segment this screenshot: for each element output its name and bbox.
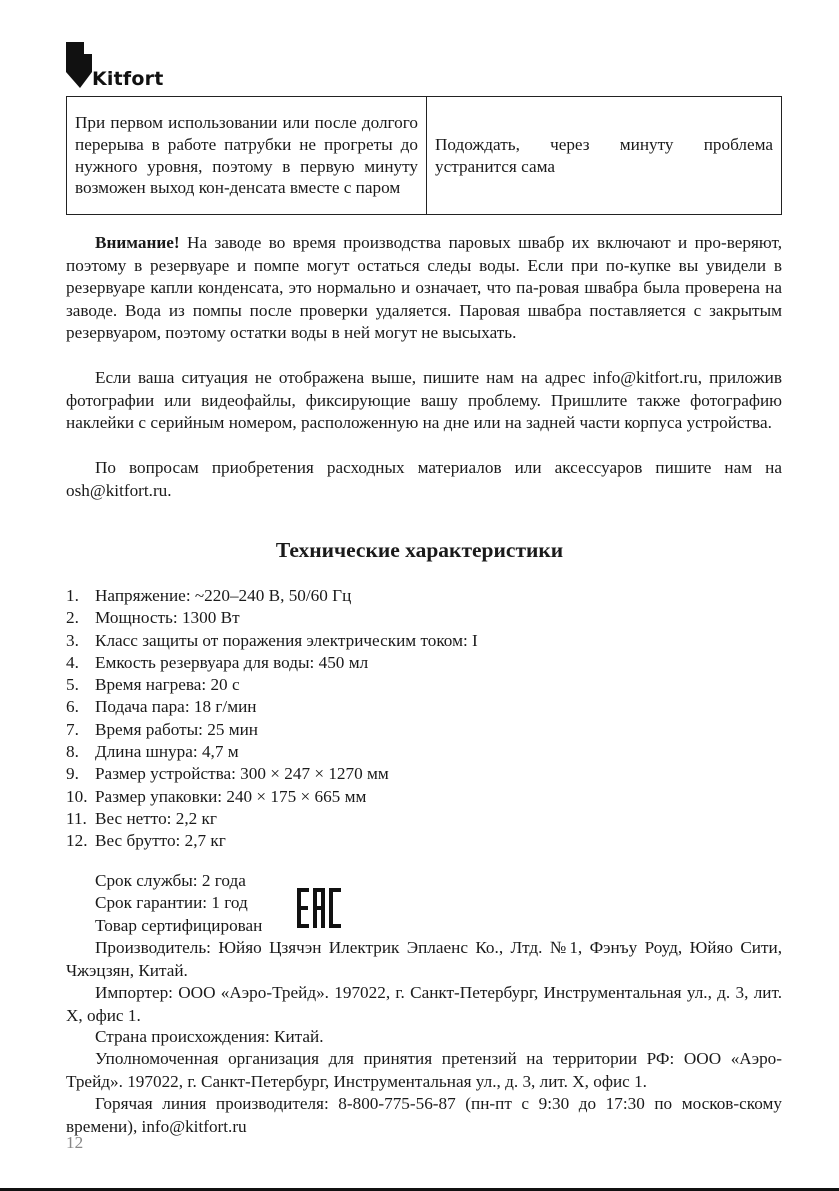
spec-text: Вес брутто: 2,7 кг [95, 831, 226, 851]
spec-number: 2. [66, 608, 79, 628]
spec-text: Подача пара: 18 г/мин [95, 697, 257, 717]
contact-paragraph: Если ваша ситуация не отображена выше, пишите нам на адрес info@kitfort.ru, приложив фотографии или видеофайлы, фиксирующие вашу проблему. Пришлите также фотографию наклейки с серийным номером, расположенную на дне или на задней части корпуса устройства. [66, 368, 782, 433]
problem-text: При первом использовании или после долгого перерыва в работе патрубки не прогреты до нужного уровня, поэтому в первую минуту возможен выход кон-денсата вместе с паром [75, 113, 418, 198]
spec-number: 6. [66, 697, 79, 717]
spec-number: 8. [66, 742, 79, 762]
hotline-info: Горячая линия производителя: 8-800-775-56-87 (пн-пт с 9:30 до 17:30 по москов-скому времени), info@kitfort.ru [66, 1094, 782, 1136]
eac-mark-icon [297, 888, 341, 928]
spec-number: 1. [66, 586, 79, 605]
spec-item [66, 763, 782, 785]
spec-text: Время работы: 25 мин [95, 719, 258, 739]
spec-text: Мощность: 1300 Вт [95, 608, 240, 628]
spec-number: 3. [66, 630, 79, 650]
origin-info: Страна происхождения: Китай. [95, 1027, 324, 1046]
solution-text: Подождать, через минуту проблема устранится сама [435, 134, 773, 176]
spec-item [66, 674, 782, 696]
logo-text: Kitfort [92, 68, 164, 90]
troubleshooting-table [66, 96, 782, 215]
spec-number: 11. [66, 808, 87, 828]
importer-info: Импортер: ООО «Аэро-Трейд». 197022, г. Санкт-Петербург, Инструментальная ул., д. 3, лит. Х, офис 1. [66, 983, 782, 1025]
spec-item [66, 652, 782, 674]
spec-item [66, 741, 782, 763]
spec-item [66, 786, 782, 808]
spec-item [66, 719, 782, 741]
spec-text: Длина шнура: 4,7 м [95, 742, 239, 762]
notice-label: Внимание! [95, 233, 180, 252]
spec-text: Размер устройства: 300 × 247 × 1270 мм [95, 764, 389, 784]
spec-number: 10. [66, 786, 88, 806]
spec-text: Класс защиты от поражения электрическим током: I [95, 630, 478, 650]
spec-item [66, 808, 782, 830]
spec-item [66, 696, 782, 718]
manufacturer-info: Производитель: Юйяо Цзячэн Илектрик Эплаенс Ко., Лтд. №1, Фэнъу Роуд, Юйяо Сити, Чжэцзян, Китай. [66, 938, 782, 980]
spec-text: Напряжение: ~220–240 В, 50/60 Гц [95, 586, 352, 605]
spec-item [66, 607, 782, 629]
spec-item [66, 830, 782, 852]
spec-item [66, 585, 782, 607]
spec-number: 7. [66, 719, 79, 739]
spec-number: 4. [66, 652, 79, 672]
spec-item [66, 630, 782, 652]
spec-number: 12. [66, 831, 88, 851]
service-life: Срок службы: 2 года [95, 871, 246, 890]
notice-text: На заводе во время производства паровых швабр их включают и про-веряют, поэтому в резервуаре и помпе могут остаться следы воды. Если при по-купке вы увидели в резервуаре капли конденсата, это нормально и означает, что па-ровая швабра была проверена на заводе. Вода из помпы после проверки удаляется. Паровая швабра поставляется с закрытым резервуаром, поэтому остатки воды в ней могут не высыхать. [66, 233, 782, 343]
kitfort-logo [66, 42, 176, 92]
kitfort-logo-icon [66, 42, 92, 88]
spec-number: 5. [66, 675, 79, 695]
spec-number: 9. [66, 764, 79, 784]
specs-heading: Технические характеристики [275, 538, 564, 562]
specs-list [66, 585, 782, 853]
warranty: Срок гарантии: 1 год [95, 893, 248, 912]
accessories-paragraph: По вопросам приобретения расходных материалов или аксессуаров пишите нам на osh@kitfort.ru. [66, 458, 782, 500]
problem-cell [67, 97, 427, 215]
certified-text: Товар сертифицирован [95, 916, 263, 935]
spec-text: Емкость резервуара для воды: 450 мл [95, 652, 369, 672]
spec-text: Размер упаковки: 240 × 175 × 665 мм [95, 786, 367, 806]
spec-text: Время нагрева: 20 с [95, 675, 240, 695]
table-row [67, 97, 782, 215]
page-number: 12 [66, 1133, 84, 1152]
solution-cell [427, 97, 782, 215]
spec-text: Вес нетто: 2,2 кг [95, 808, 217, 828]
notice-paragraph [66, 232, 782, 345]
claims-organization-info: Уполномоченная организация для принятия претензий на территории РФ: ООО «Аэро-Трейд». 197022, г. Санкт-Петербург, Инструментальная ул., д. 3, лит. Х, офис 1. [66, 1049, 782, 1091]
